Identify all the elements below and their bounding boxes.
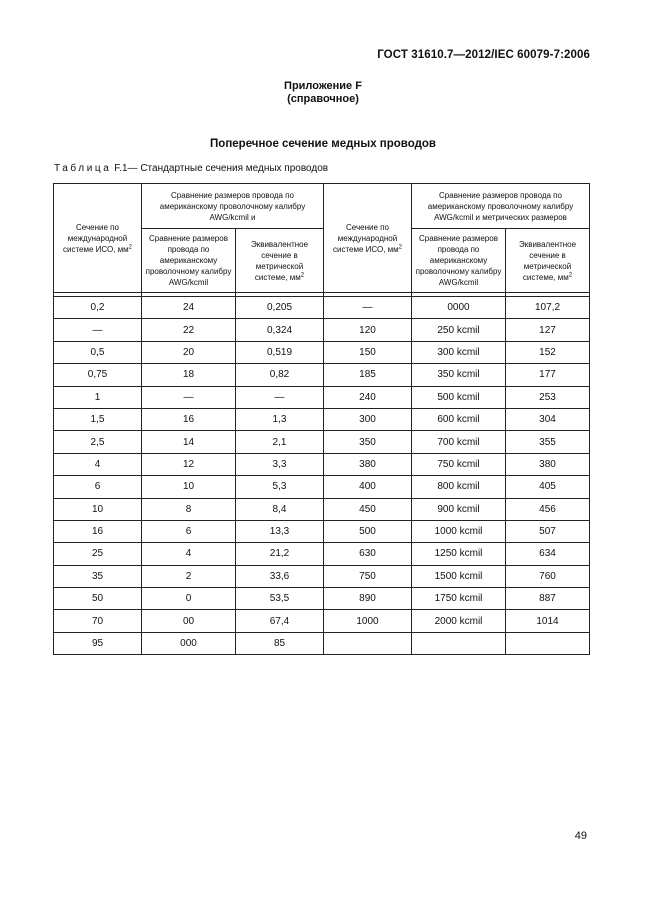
table-cell: 1500 kcmil: [412, 565, 506, 587]
table-row: [54, 543, 590, 565]
table-cell: 12: [142, 453, 236, 475]
table-cell: 0,2: [54, 297, 142, 319]
table-cell: 1250 kcmil: [412, 543, 506, 565]
table-cell: 21,2: [236, 543, 324, 565]
table-cell: 14: [142, 431, 236, 453]
table-cell: 22: [142, 319, 236, 341]
table-cell: 300: [324, 408, 412, 430]
table-cell: 0,205: [236, 297, 324, 319]
table-cell: 6: [142, 520, 236, 542]
table-cell: 0,519: [236, 341, 324, 363]
table-cell: 1: [54, 386, 142, 408]
table-cell: 750 kcmil: [412, 453, 506, 475]
table-cell: 4: [142, 543, 236, 565]
header-metric-equiv-right: Эквивалентное сечение в метрической системе, $мм^2$: [506, 229, 590, 293]
table-cell: 120: [324, 319, 412, 341]
table-cell: 304: [506, 408, 590, 430]
table-cell: 250 kcmil: [412, 319, 506, 341]
table-cell: 507: [506, 520, 590, 542]
table-cell: 85: [236, 632, 324, 654]
table-cell: 253: [506, 386, 590, 408]
table-cell: 890: [324, 588, 412, 610]
table-cell: —: [54, 319, 142, 341]
table-row: [54, 364, 590, 386]
table-row: [54, 520, 590, 542]
table-row: [54, 632, 590, 654]
document-title: Поперечное сечение медных проводов: [210, 138, 436, 150]
table-cell: 177: [506, 364, 590, 386]
table-cell: 240: [324, 386, 412, 408]
table-cell: 5,3: [236, 476, 324, 498]
table-cell: 350 kcmil: [412, 364, 506, 386]
header-awg-compare-left: Сравнение размеров провода по американскому проволочному калибру AWG/kcmil: [142, 229, 236, 293]
table-cell: 1014: [506, 610, 590, 632]
table-cell: 500: [324, 520, 412, 542]
table-cell: 18: [142, 364, 236, 386]
table-cell: 70: [54, 610, 142, 632]
table-cell: 0,75: [54, 364, 142, 386]
table-cell: 10: [54, 498, 142, 520]
table-cell: 800 kcmil: [412, 476, 506, 498]
appendix-title: Приложение F: [284, 80, 362, 92]
header-awg-group-right: Сравнение размеров провода по американскому проволочному калибру AWG/kcmil и метрических размеров: [412, 184, 590, 229]
table-cell: 2000 kcmil: [412, 610, 506, 632]
table-cell: 25: [54, 543, 142, 565]
document-standard-header: ГОСТ 31610.7—2012/IEC 60079-7:2006: [377, 49, 590, 61]
table-cell: 33,6: [236, 565, 324, 587]
table-cell: 380: [506, 453, 590, 475]
table-cell: 0,5: [54, 341, 142, 363]
page-number: 49: [574, 830, 587, 842]
table-cell: 2: [142, 565, 236, 587]
cross-section-table: [53, 183, 590, 655]
table-cell: [412, 632, 506, 654]
table-cell: 400: [324, 476, 412, 498]
table-caption-label: Таблица: [54, 163, 112, 174]
table-row: [54, 610, 590, 632]
table-row: [54, 498, 590, 520]
table-cell: 000: [142, 632, 236, 654]
table-cell: 0000: [412, 297, 506, 319]
table-cell: —: [324, 297, 412, 319]
table-cell: 13,3: [236, 520, 324, 542]
table-cell: 50: [54, 588, 142, 610]
table-cell: 450: [324, 498, 412, 520]
table-cell: 634: [506, 543, 590, 565]
table-row: [54, 453, 590, 475]
table-cell: 95: [54, 632, 142, 654]
table-cell: [506, 632, 590, 654]
table-cell: 760: [506, 565, 590, 587]
table-cell: 300 kcmil: [412, 341, 506, 363]
table-cell: 350: [324, 431, 412, 453]
table-cell: 355: [506, 431, 590, 453]
table-cell: 8: [142, 498, 236, 520]
appendix-heading: [0, 80, 646, 106]
header-metric-equiv-left: Эквивалентное сечение в метрической системе, $мм^2$: [236, 229, 324, 293]
table-cell: 456: [506, 498, 590, 520]
table-row: [54, 319, 590, 341]
header-iso-section: Сечение по международной системе ИСО, $мм^2$: [54, 184, 142, 293]
table-row: [54, 476, 590, 498]
table-cell: 20: [142, 341, 236, 363]
header-awg-compare-right: Сравнение размеров провода по американскому проволочному калибру AWG/kcmil: [412, 229, 506, 293]
table-row: [54, 341, 590, 363]
table-cell: 500 kcmil: [412, 386, 506, 408]
table-cell: —: [142, 386, 236, 408]
table-cell: 630: [324, 543, 412, 565]
table-caption: [54, 163, 328, 174]
table-cell: 16: [142, 408, 236, 430]
table-cell: 67,4: [236, 610, 324, 632]
table-cell: 152: [506, 341, 590, 363]
table-cell: 127: [506, 319, 590, 341]
table-cell: [324, 632, 412, 654]
table-cell: 405: [506, 476, 590, 498]
table-cell: 1,5: [54, 408, 142, 430]
table-cell: 2,1: [236, 431, 324, 453]
table-cell: 1,3: [236, 408, 324, 430]
table-row: [54, 386, 590, 408]
table-cell: 900 kcmil: [412, 498, 506, 520]
table-cell: 53,5: [236, 588, 324, 610]
table-cell: 0,82: [236, 364, 324, 386]
table-cell: 1750 kcmil: [412, 588, 506, 610]
table-cell: 00: [142, 610, 236, 632]
table-cell: 380: [324, 453, 412, 475]
table-cell: 1000 kcmil: [412, 520, 506, 542]
table-cell: 0,324: [236, 319, 324, 341]
table-row: [54, 297, 590, 319]
table-cell: 8,4: [236, 498, 324, 520]
table-row: [54, 588, 590, 610]
table-row: [54, 408, 590, 430]
table-cell: 0: [142, 588, 236, 610]
header-iso-section-right: Сечение по международной системе ИСО, $мм^2$: [324, 184, 412, 293]
appendix-subtitle: (справочное): [287, 93, 359, 105]
table-cell: 3,3: [236, 453, 324, 475]
table-cell: 6: [54, 476, 142, 498]
table-cell: 2,5: [54, 431, 142, 453]
table-caption-text: F.1— Стандартные сечения медных проводов: [114, 163, 329, 174]
table-cell: 10: [142, 476, 236, 498]
table-cell: 600 kcmil: [412, 408, 506, 430]
table-cell: 700 kcmil: [412, 431, 506, 453]
table-cell: 887: [506, 588, 590, 610]
table-cell: 4: [54, 453, 142, 475]
table-cell: 24: [142, 297, 236, 319]
table-cell: 1000: [324, 610, 412, 632]
table-cell: 185: [324, 364, 412, 386]
table-cell: 750: [324, 565, 412, 587]
table-cell: 35: [54, 565, 142, 587]
table-row: [54, 565, 590, 587]
table-row: [54, 431, 590, 453]
table-cell: —: [236, 386, 324, 408]
table-cell: 107,2: [506, 297, 590, 319]
header-awg-group-left: Сравнение размеров провода по американскому проволочному калибру AWG/kcmil и: [142, 184, 324, 229]
table-cell: 150: [324, 341, 412, 363]
table-cell: 16: [54, 520, 142, 542]
